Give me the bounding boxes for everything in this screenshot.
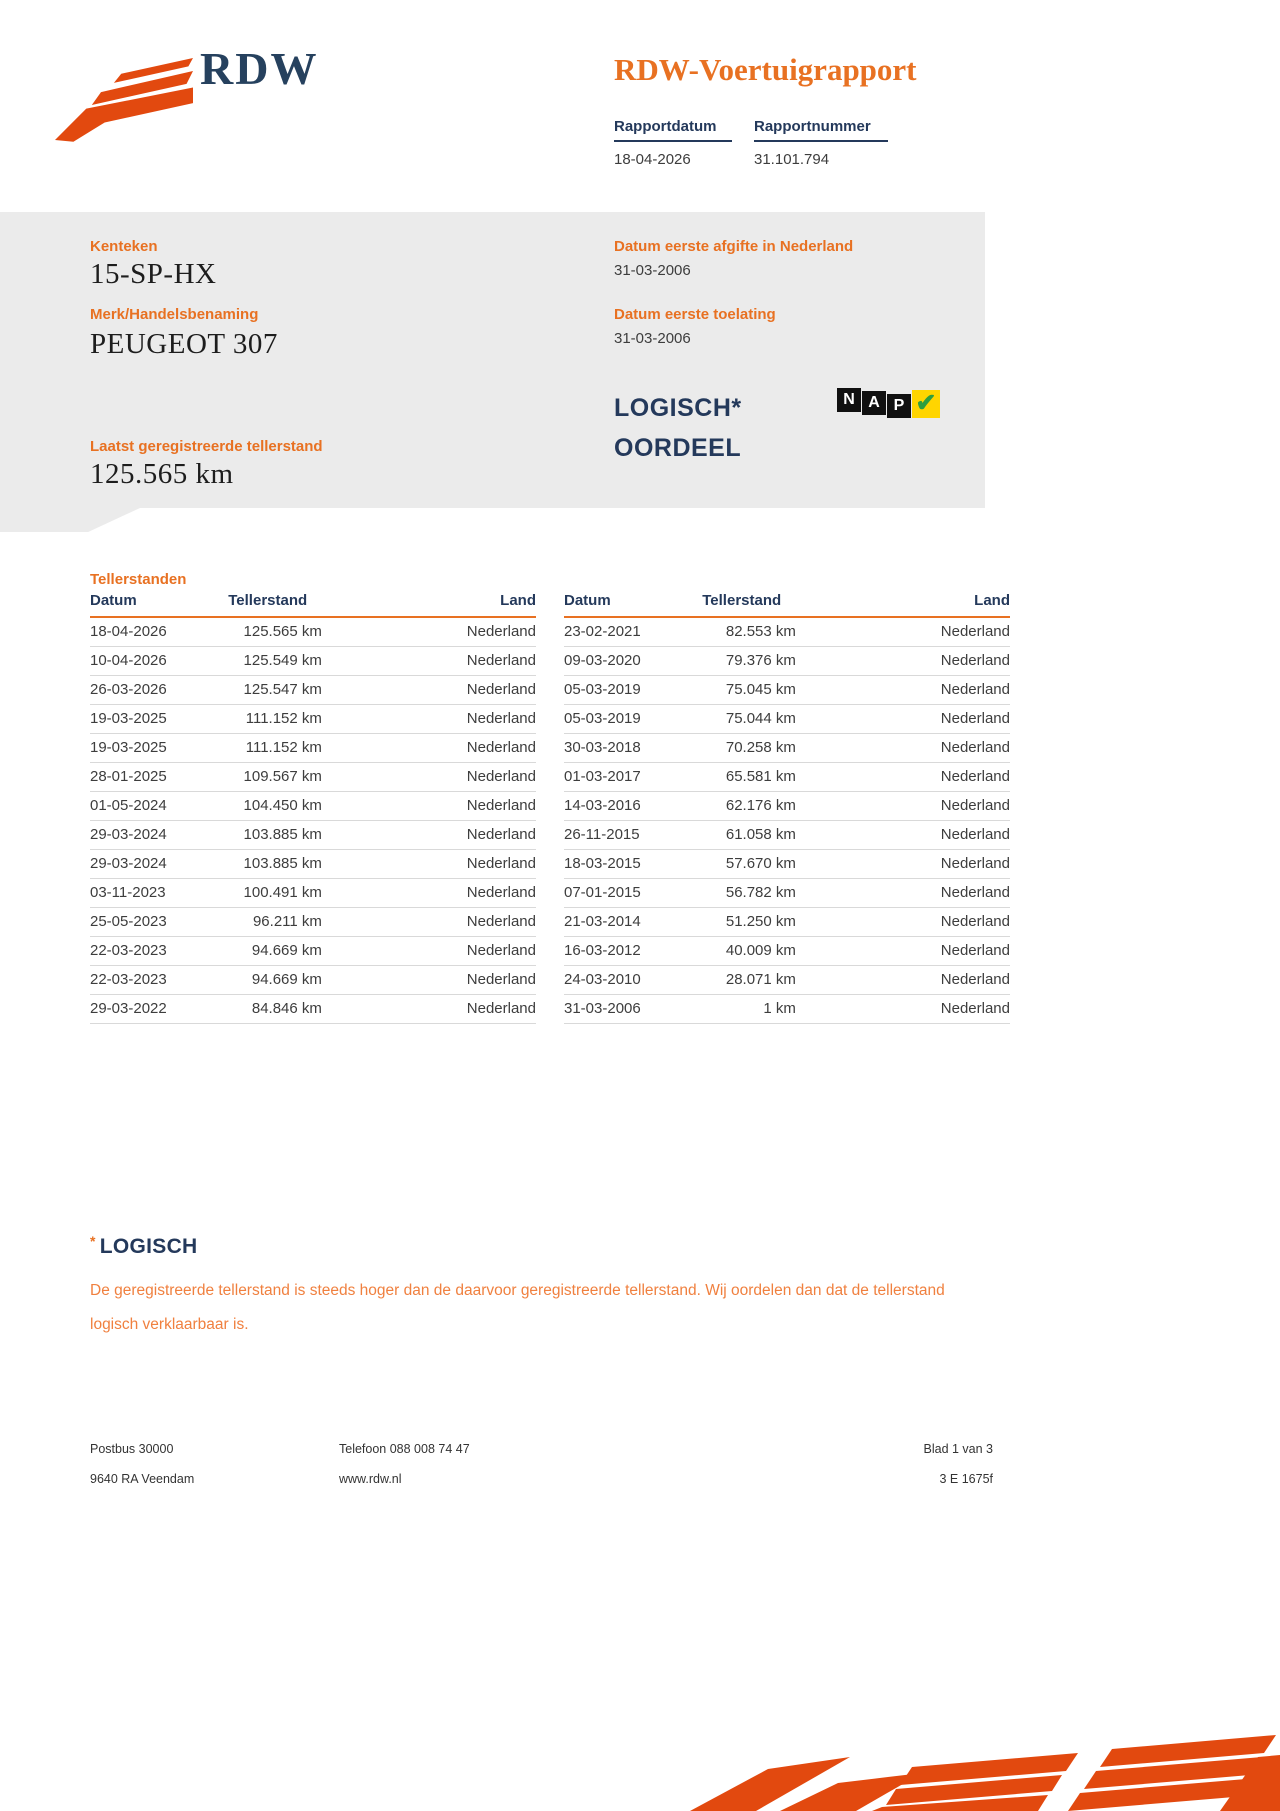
- footer-page-info: [853, 1434, 993, 1494]
- cell-datum: 31-03-2006: [564, 994, 702, 1023]
- cell-tellerstand: 57.670 km: [702, 849, 796, 878]
- cell-land: Nederland: [796, 849, 1010, 878]
- cell-tellerstand: 125.565 km: [228, 617, 322, 646]
- rdw-logo-text: RDW: [200, 43, 319, 94]
- cell-datum: 26-03-2026: [90, 675, 228, 704]
- cell-land: Nederland: [796, 675, 1010, 704]
- cell-land: Nederland: [796, 965, 1010, 994]
- report-date-label: Rapportdatum: [614, 118, 732, 142]
- table-row: [564, 733, 1010, 762]
- column-header-datum: Datum: [90, 592, 228, 617]
- cell-datum: 10-04-2026: [90, 646, 228, 675]
- table-row: [90, 849, 536, 878]
- cell-datum: 16-03-2012: [564, 936, 702, 965]
- cell-datum: 22-03-2023: [90, 936, 228, 965]
- report-date-value: 18-04-2026: [614, 151, 691, 168]
- cell-land: Nederland: [322, 646, 536, 675]
- footer-address: [90, 1434, 194, 1494]
- cell-land: Nederland: [322, 907, 536, 936]
- oordeel-line2: OORDEEL: [614, 434, 742, 462]
- table-row: [90, 965, 536, 994]
- nap-logo: [836, 388, 940, 418]
- footer-page-indicator: Blad 1 van 3: [923, 1442, 993, 1456]
- cell-land: Nederland: [322, 733, 536, 762]
- cell-tellerstand: 84.846 km: [228, 994, 322, 1023]
- cell-datum: 22-03-2023: [90, 965, 228, 994]
- vehicle-panel-tail: [0, 508, 140, 532]
- cell-land: Nederland: [796, 820, 1010, 849]
- cell-tellerstand: 75.045 km: [702, 675, 796, 704]
- cell-datum: 05-03-2019: [564, 704, 702, 733]
- column-header-datum: Datum: [564, 592, 702, 617]
- table-row: [90, 646, 536, 675]
- cell-tellerstand: 125.549 km: [228, 646, 322, 675]
- tellerstanden-table-right: [564, 592, 1010, 1024]
- cell-datum: 19-03-2025: [90, 733, 228, 762]
- logisch-title: [90, 1233, 950, 1259]
- toelating-label: Datum eerste toelating: [614, 306, 776, 323]
- oordeel-line1: LOGISCH*: [614, 394, 742, 422]
- cell-datum: 14-03-2016: [564, 791, 702, 820]
- cell-tellerstand: 70.258 km: [702, 733, 796, 762]
- nap-checkmark-icon: ✔: [912, 390, 940, 418]
- cell-land: Nederland: [796, 936, 1010, 965]
- cell-datum: 19-03-2025: [90, 704, 228, 733]
- cell-tellerstand: 103.885 km: [228, 820, 322, 849]
- logisch-title-text: LOGISCH: [99, 1235, 198, 1258]
- cell-land: Nederland: [322, 965, 536, 994]
- cell-land: Nederland: [796, 733, 1010, 762]
- cell-tellerstand: 40.009 km: [702, 936, 796, 965]
- cell-land: Nederland: [322, 936, 536, 965]
- cell-datum: 18-03-2015: [564, 849, 702, 878]
- cell-tellerstand: 61.058 km: [702, 820, 796, 849]
- tellerstand-label: Laatst geregistreerde tellerstand: [90, 438, 323, 455]
- cell-tellerstand: 96.211 km: [228, 907, 322, 936]
- cell-land: Nederland: [322, 791, 536, 820]
- table-row: [90, 936, 536, 965]
- nap-letter-a: A: [862, 391, 886, 415]
- cell-land: Nederland: [322, 762, 536, 791]
- cell-datum: 01-05-2024: [90, 791, 228, 820]
- report-number-label: Rapportnummer: [754, 118, 888, 142]
- cell-datum: 23-02-2021: [564, 617, 702, 646]
- cell-datum: 29-03-2024: [90, 820, 228, 849]
- cell-tellerstand: 111.152 km: [228, 704, 322, 733]
- footer-phone: Telefoon 088 008 74 47: [339, 1442, 470, 1456]
- table-row: [90, 704, 536, 733]
- cell-datum: 25-05-2023: [90, 907, 228, 936]
- cell-datum: 24-03-2010: [564, 965, 702, 994]
- cell-datum: 03-11-2023: [90, 878, 228, 907]
- cell-land: Nederland: [322, 849, 536, 878]
- rdw-logo-swoosh-icon: [55, 55, 193, 143]
- table-row: [564, 849, 1010, 878]
- table-row: [564, 704, 1010, 733]
- afgifte-value: 31-03-2006: [614, 262, 691, 279]
- cell-datum: 01-03-2017: [564, 762, 702, 791]
- cell-datum: 21-03-2014: [564, 907, 702, 936]
- merk-label: Merk/Handelsbenaming: [90, 306, 259, 323]
- cell-land: Nederland: [796, 617, 1010, 646]
- table-row: [564, 878, 1010, 907]
- cell-tellerstand: 62.176 km: [702, 791, 796, 820]
- table-row: [90, 675, 536, 704]
- cell-land: Nederland: [796, 704, 1010, 733]
- bottom-swoosh-decoration-icon: [660, 1727, 1280, 1811]
- footer-address-line2: 9640 RA Veendam: [90, 1472, 195, 1486]
- table-row: [564, 617, 1010, 646]
- table-row: [90, 791, 536, 820]
- footer-website-link[interactable]: www.rdw.nl: [339, 1472, 402, 1486]
- footer-form-code: 3 E 1675f: [939, 1472, 993, 1486]
- table-row: [90, 878, 536, 907]
- cell-tellerstand: 1 km: [702, 994, 796, 1023]
- afgifte-label: Datum eerste afgifte in Nederland: [614, 238, 854, 255]
- cell-land: Nederland: [322, 704, 536, 733]
- cell-tellerstand: 109.567 km: [228, 762, 322, 791]
- toelating-value: 31-03-2006: [614, 330, 691, 347]
- column-header-land: Land: [796, 592, 1010, 617]
- table-row: [564, 820, 1010, 849]
- cell-datum: 26-11-2015: [564, 820, 702, 849]
- table-row: [90, 762, 536, 791]
- cell-land: Nederland: [322, 994, 536, 1023]
- logisch-asterisk: *: [90, 1233, 96, 1249]
- table-row: [90, 733, 536, 762]
- cell-land: Nederland: [796, 907, 1010, 936]
- cell-tellerstand: 75.044 km: [702, 704, 796, 733]
- cell-land: Nederland: [322, 878, 536, 907]
- cell-land: Nederland: [322, 675, 536, 704]
- cell-datum: 29-03-2024: [90, 849, 228, 878]
- cell-tellerstand: 56.782 km: [702, 878, 796, 907]
- cell-tellerstand: 79.376 km: [702, 646, 796, 675]
- cell-land: Nederland: [796, 791, 1010, 820]
- cell-tellerstand: 125.547 km: [228, 675, 322, 704]
- cell-tellerstand: 65.581 km: [702, 762, 796, 791]
- oordeel-verdict: [614, 388, 742, 468]
- table-row: [90, 994, 536, 1023]
- table-row: [90, 820, 536, 849]
- cell-tellerstand: 111.152 km: [228, 733, 322, 762]
- column-header-tellerstand: Tellerstand: [702, 592, 796, 617]
- cell-tellerstand: 82.553 km: [702, 617, 796, 646]
- kenteken-label: Kenteken: [90, 238, 158, 255]
- cell-tellerstand: 28.071 km: [702, 965, 796, 994]
- footer-contact: [339, 1434, 470, 1494]
- table-row: [564, 762, 1010, 791]
- report-number-value: 31.101.794: [754, 151, 830, 168]
- table-row: [564, 936, 1010, 965]
- page-title: RDW-Voertuigrapport: [614, 52, 917, 87]
- cell-datum: 18-04-2026: [90, 617, 228, 646]
- cell-land: Nederland: [796, 646, 1010, 675]
- cell-tellerstand: 94.669 km: [228, 965, 322, 994]
- nap-letter-p: P: [887, 394, 911, 418]
- cell-datum: 07-01-2015: [564, 878, 702, 907]
- cell-datum: 29-03-2022: [90, 994, 228, 1023]
- table-row: [90, 907, 536, 936]
- cell-land: Nederland: [796, 994, 1010, 1023]
- table-row: [564, 965, 1010, 994]
- report-meta: [614, 118, 888, 168]
- table-row: [564, 907, 1010, 936]
- cell-datum: 09-03-2020: [564, 646, 702, 675]
- table-row: [564, 791, 1010, 820]
- tellerstand-value: 125.565 km: [90, 458, 234, 490]
- table-row: [564, 646, 1010, 675]
- cell-land: Nederland: [796, 762, 1010, 791]
- cell-datum: 05-03-2019: [564, 675, 702, 704]
- nap-letter-n: N: [837, 388, 861, 412]
- table-row: [90, 617, 536, 646]
- cell-tellerstand: 100.491 km: [228, 878, 322, 907]
- column-header-land: Land: [322, 592, 536, 617]
- cell-datum: 30-03-2018: [564, 733, 702, 762]
- cell-land: Nederland: [322, 617, 536, 646]
- logisch-explanation: De geregistreerde tellerstand is steeds hoger dan de daarvoor geregistreerde tellerstand. Wij oordelen dan dat de tellerstand logisch verklaarbaar is.: [90, 1282, 945, 1333]
- table-header-row: [564, 592, 1010, 617]
- cell-tellerstand: 94.669 km: [228, 936, 322, 965]
- kenteken-value: 15-SP-HX: [90, 258, 217, 290]
- cell-land: Nederland: [796, 878, 1010, 907]
- cell-land: Nederland: [322, 820, 536, 849]
- tellerstanden-tables: [90, 592, 1010, 1024]
- table-header-row: [90, 592, 536, 617]
- merk-value: PEUGEOT 307: [90, 328, 278, 360]
- cell-tellerstand: 103.885 km: [228, 849, 322, 878]
- cell-tellerstand: 51.250 km: [702, 907, 796, 936]
- footer-address-line1: Postbus 30000: [90, 1442, 174, 1456]
- table-row: [564, 675, 1010, 704]
- cell-datum: 28-01-2025: [90, 762, 228, 791]
- cell-tellerstand: 104.450 km: [228, 791, 322, 820]
- table-row: [564, 994, 1010, 1023]
- logisch-section: [90, 1233, 950, 1342]
- column-header-tellerstand: Tellerstand: [228, 592, 322, 617]
- tellerstanden-section-title: Tellerstanden: [90, 571, 187, 588]
- tellerstanden-table-left: [90, 592, 536, 1024]
